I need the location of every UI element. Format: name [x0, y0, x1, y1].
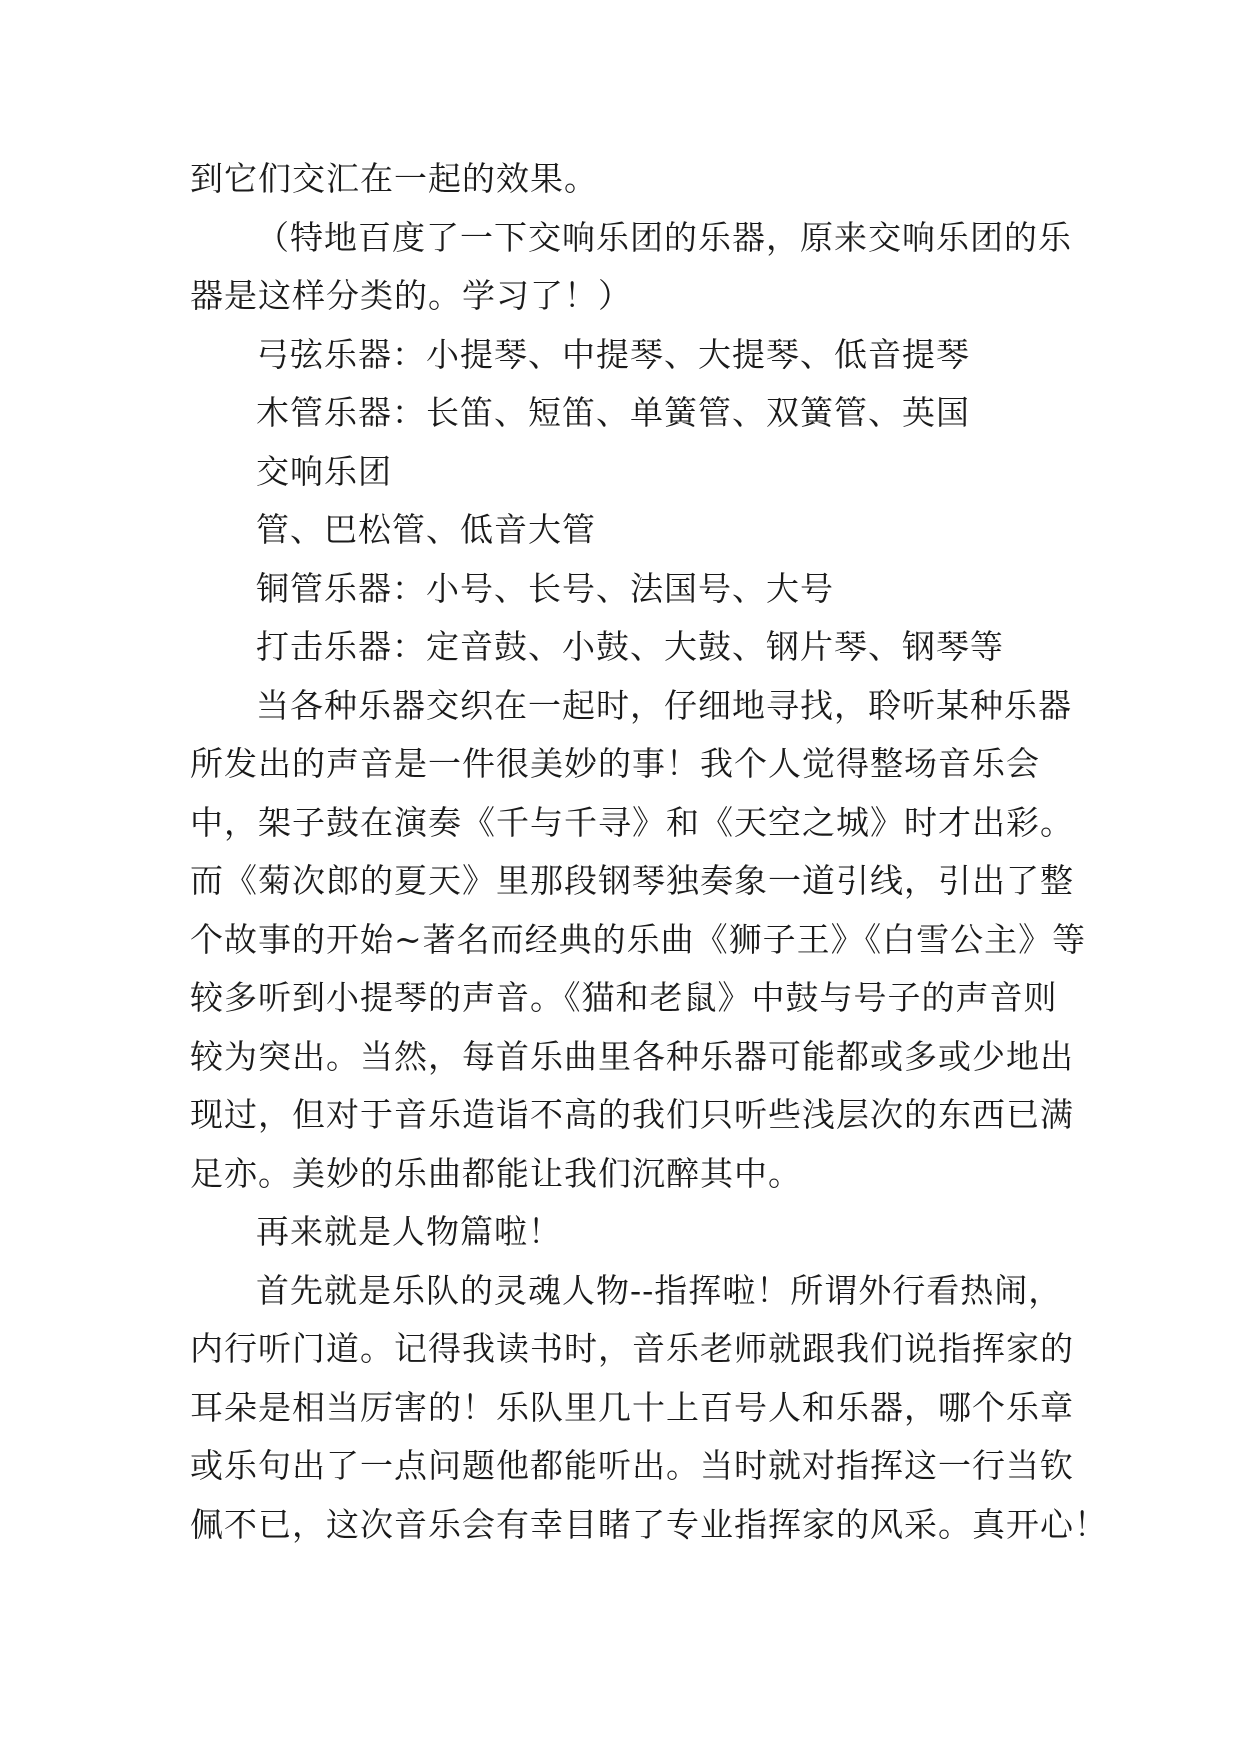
text-line: 内行听门道。记得我读书时，音乐老师就跟我们说指挥家的 [190, 1329, 1074, 1368]
text-line: 或乐句出了一点问题他都能听出。当时就对指挥这一行当钦 [190, 1446, 1074, 1485]
text-line: 到它们交汇在一起的效果。 [190, 159, 598, 198]
text-line: 当各种乐器交织在一起时，仔细地寻找，聆听某种乐器 [256, 685, 1072, 725]
text-line: 交响乐团 [256, 451, 392, 491]
text-line: 铜管乐器：小号、长号、法国号、大号 [256, 568, 834, 608]
text-line: 器是这样分类的。学习了！） [190, 276, 632, 315]
document-body [190, 150, 1108, 1554]
text-line: 再来就是人物篇啦！ [256, 1212, 562, 1251]
text-line: 较多听到小提琴的声音。《猫和老鼠》中鼓与号子的声音则 [190, 978, 1058, 1017]
text-line: 中，架子鼓在演奏《千与千寻》和《天空之城》时才出彩。 [190, 802, 1074, 842]
text-line: 足亦。美妙的乐曲都能让我们沉醉其中。 [190, 1153, 802, 1193]
text-line: 管、巴松管、低音大管 [256, 510, 596, 549]
text-line: 所发出的声音是一件很美妙的事！我个人觉得整场音乐会 [190, 744, 1040, 783]
text-line: 打击乐器：定音鼓、小鼓、大鼓、钢片琴、钢琴等 [256, 627, 1004, 666]
text-line: 现过，但对于音乐造诣不高的我们只听些浅层次的东西已满 [190, 1095, 1074, 1134]
text-line: 木管乐器：长笛、短笛、单簧管、双簧管、英国 [256, 393, 970, 432]
text-line: 而《菊次郎的夏天》里那段钢琴独奏象一道引线，引出了整 [190, 861, 1074, 900]
text-line: 耳朵是相当厉害的！乐队里几十上百号人和乐器，哪个乐章 [190, 1387, 1074, 1427]
text-line: 个故事的开始~著名而经典的乐曲《狮子王》《白雪公主》等 [190, 919, 1087, 959]
text-line: 较为突出。当然，每首乐曲里各种乐器可能都或多或少地出 [190, 1036, 1074, 1076]
text-line: （特地百度了一下交响乐团的乐器，原来交响乐团的乐 [256, 217, 1072, 257]
text-line: 首先就是乐队的灵魂人物--指挥啦！所谓外行看热闹， [256, 1270, 1063, 1310]
text-line: 弓弦乐器：小提琴、中提琴、大提琴、低音提琴 [256, 334, 970, 374]
text-line: 佩不已，这次音乐会有幸目睹了专业指挥家的风采。真开心！ [190, 1504, 1108, 1544]
